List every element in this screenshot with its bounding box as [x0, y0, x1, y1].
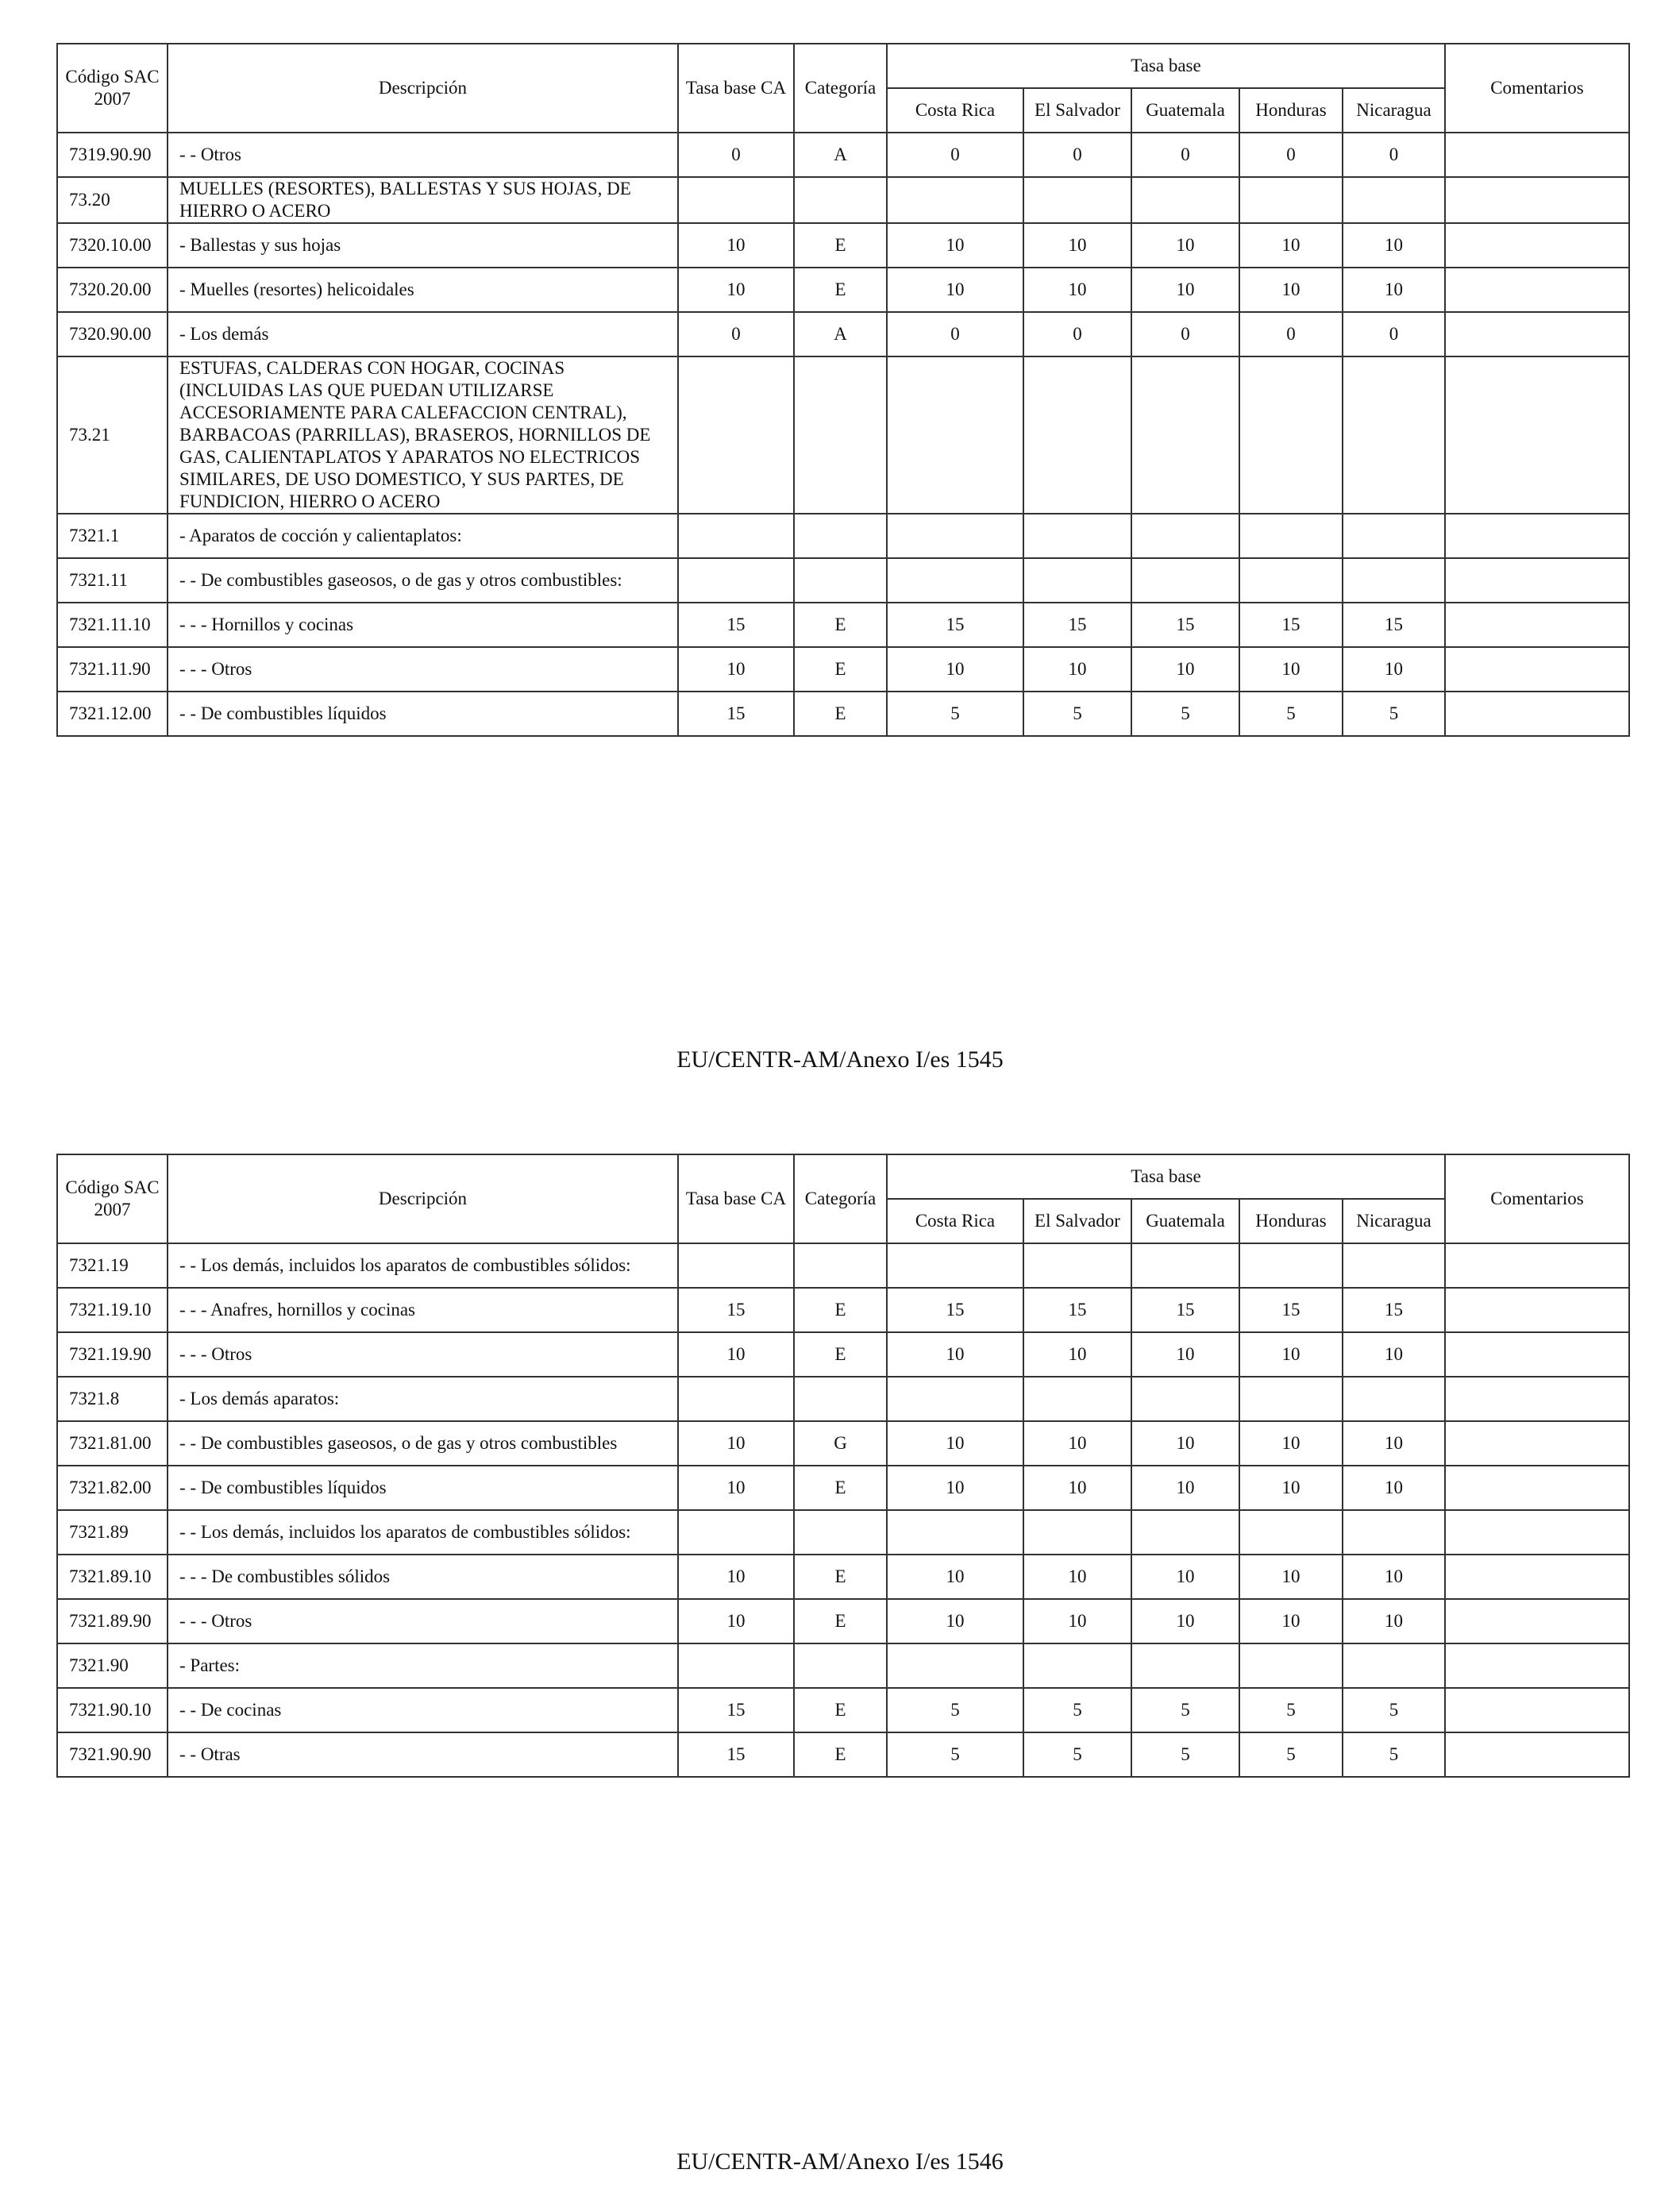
cell-costa-rica: [887, 177, 1023, 223]
cell-rate-ca: [678, 1643, 794, 1688]
cell-code: 7321.12.00: [57, 692, 168, 736]
header-comments: Comentarios: [1445, 44, 1629, 133]
header-costa-rica: Costa Rica: [887, 88, 1023, 133]
cell-el-salvador: [1023, 1243, 1131, 1288]
cell-rate-ca: [678, 514, 794, 558]
cell-code: 7320.90.00: [57, 312, 168, 356]
cell-costa-rica: [887, 1243, 1023, 1288]
cell-description: - Los demás: [168, 312, 678, 356]
tariff-table: [56, 1154, 1630, 1778]
cell-costa-rica: [887, 1643, 1023, 1688]
cell-guatemala: 10: [1131, 647, 1239, 692]
header-code: Código SAC 2007: [57, 1154, 168, 1243]
header-rate-ca: Tasa base CA: [678, 44, 794, 133]
cell-honduras: 5: [1239, 692, 1343, 736]
header-guatemala: Guatemala: [1131, 88, 1239, 133]
cell-guatemala: 10: [1131, 1599, 1239, 1643]
cell-guatemala: 10: [1131, 268, 1239, 312]
cell-nicaragua: 0: [1343, 133, 1445, 177]
cell-description: - - - Otros: [168, 647, 678, 692]
table-row: [57, 692, 1629, 736]
cell-costa-rica: 10: [887, 1466, 1023, 1510]
cell-el-salvador: [1023, 177, 1131, 223]
cell-honduras: [1239, 1377, 1343, 1421]
cell-code: 7321.90.90: [57, 1732, 168, 1777]
page-footer: EU/CENTR-AM/Anexo I/es 1546: [676, 2148, 1004, 2175]
cell-rate-ca: 10: [678, 223, 794, 268]
cell-comments: [1445, 514, 1629, 558]
header-code: Código SAC 2007: [57, 44, 168, 133]
cell-comments: [1445, 1421, 1629, 1466]
cell-comments: [1445, 1732, 1629, 1777]
cell-el-salvador: [1023, 356, 1131, 514]
cell-comments: [1445, 1555, 1629, 1599]
table-row: [57, 1288, 1629, 1332]
cell-code: 73.21: [57, 356, 168, 514]
cell-costa-rica: 15: [887, 1288, 1023, 1332]
cell-code: 7321.19.10: [57, 1288, 168, 1332]
cell-category: A: [794, 312, 887, 356]
cell-comments: [1445, 558, 1629, 603]
cell-category: [794, 1243, 887, 1288]
table-row: [57, 177, 1629, 223]
cell-description: - Muelles (resortes) helicoidales: [168, 268, 678, 312]
cell-rate-ca: [678, 356, 794, 514]
page-footer: EU/CENTR-AM/Anexo I/es 1545: [676, 1046, 1004, 1073]
cell-guatemala: 15: [1131, 603, 1239, 647]
cell-comments: [1445, 268, 1629, 312]
cell-costa-rica: 0: [887, 312, 1023, 356]
cell-el-salvador: 0: [1023, 133, 1131, 177]
table-row: [57, 223, 1629, 268]
cell-description: - - De combustibles gaseosos, o de gas y otros combustibles:: [168, 558, 678, 603]
cell-honduras: [1239, 1643, 1343, 1688]
header-category: Categoría: [794, 1154, 887, 1243]
cell-el-salvador: 10: [1023, 1599, 1131, 1643]
cell-costa-rica: 10: [887, 1599, 1023, 1643]
cell-description: - - Los demás, incluidos los aparatos de combustibles sólidos:: [168, 1510, 678, 1555]
cell-code: 7320.20.00: [57, 268, 168, 312]
cell-rate-ca: 10: [678, 1421, 794, 1466]
cell-comments: [1445, 1243, 1629, 1288]
cell-guatemala: 0: [1131, 312, 1239, 356]
table-row: [57, 356, 1629, 514]
cell-nicaragua: 10: [1343, 647, 1445, 692]
cell-el-salvador: 10: [1023, 1421, 1131, 1466]
cell-code: 7320.10.00: [57, 223, 168, 268]
cell-comments: [1445, 133, 1629, 177]
cell-comments: [1445, 603, 1629, 647]
cell-el-salvador: [1023, 1510, 1131, 1555]
cell-el-salvador: 10: [1023, 1466, 1131, 1510]
cell-honduras: 10: [1239, 647, 1343, 692]
cell-category: E: [794, 1288, 887, 1332]
cell-costa-rica: [887, 514, 1023, 558]
cell-costa-rica: [887, 1510, 1023, 1555]
cell-comments: [1445, 1688, 1629, 1732]
cell-honduras: 5: [1239, 1732, 1343, 1777]
cell-code: 7321.89.90: [57, 1599, 168, 1643]
cell-code: 7321.89.10: [57, 1555, 168, 1599]
cell-costa-rica: [887, 558, 1023, 603]
cell-el-salvador: [1023, 1377, 1131, 1421]
table-row: [57, 1510, 1629, 1555]
cell-honduras: 0: [1239, 133, 1343, 177]
cell-rate-ca: 10: [678, 1555, 794, 1599]
cell-guatemala: 5: [1131, 1732, 1239, 1777]
cell-nicaragua: [1343, 1510, 1445, 1555]
header-rate-ca: Tasa base CA: [678, 1154, 794, 1243]
cell-comments: [1445, 356, 1629, 514]
header-comments: Comentarios: [1445, 1154, 1629, 1243]
cell-comments: [1445, 312, 1629, 356]
cell-code: 7321.19.90: [57, 1332, 168, 1377]
cell-guatemala: [1131, 1377, 1239, 1421]
cell-honduras: 10: [1239, 1555, 1343, 1599]
cell-el-salvador: 10: [1023, 1555, 1131, 1599]
cell-category: G: [794, 1421, 887, 1466]
cell-nicaragua: 15: [1343, 603, 1445, 647]
cell-honduras: 10: [1239, 1332, 1343, 1377]
cell-costa-rica: 5: [887, 692, 1023, 736]
cell-guatemala: [1131, 558, 1239, 603]
cell-guatemala: 15: [1131, 1288, 1239, 1332]
cell-comments: [1445, 1510, 1629, 1555]
cell-rate-ca: 15: [678, 692, 794, 736]
cell-description: - Ballestas y sus hojas: [168, 223, 678, 268]
cell-comments: [1445, 692, 1629, 736]
cell-honduras: 5: [1239, 1688, 1343, 1732]
header-honduras: Honduras: [1239, 88, 1343, 133]
cell-comments: [1445, 1599, 1629, 1643]
cell-nicaragua: [1343, 356, 1445, 514]
header-description: Descripción: [168, 1154, 678, 1243]
cell-code: 7321.8: [57, 1377, 168, 1421]
cell-category: [794, 177, 887, 223]
cell-category: E: [794, 647, 887, 692]
tariff-table: [56, 43, 1630, 737]
cell-costa-rica: [887, 1377, 1023, 1421]
header-category: Categoría: [794, 44, 887, 133]
cell-costa-rica: 5: [887, 1732, 1023, 1777]
cell-comments: [1445, 1466, 1629, 1510]
cell-costa-rica: 10: [887, 1555, 1023, 1599]
cell-guatemala: [1131, 177, 1239, 223]
table-row: [57, 514, 1629, 558]
table-row: [57, 268, 1629, 312]
table-row: [57, 603, 1629, 647]
cell-honduras: 15: [1239, 603, 1343, 647]
cell-nicaragua: [1343, 1377, 1445, 1421]
cell-rate-ca: 10: [678, 1599, 794, 1643]
cell-description: ESTUFAS, CALDERAS CON HOGAR, COCINAS (INCLUIDAS LAS QUE PUEDAN UTILIZARSE ACCESORIAMENTE PARA CALEFACCION CENTRAL), BARBACOAS (PARRILLAS), BRASEROS, HORNILLOS DE GAS, CALIENTAPLATOS Y APARATOS NO ELECTRICOS SIMILARES, DE USO DOMESTICO, Y SUS PARTES, DE FUNDICION, HIERRO O ACERO: [168, 356, 678, 514]
cell-code: 7321.90.10: [57, 1688, 168, 1732]
cell-code: 7321.82.00: [57, 1466, 168, 1510]
cell-comments: [1445, 1643, 1629, 1688]
cell-code: 7321.11.90: [57, 647, 168, 692]
cell-honduras: [1239, 177, 1343, 223]
cell-costa-rica: [887, 356, 1023, 514]
cell-honduras: [1239, 558, 1343, 603]
cell-guatemala: 10: [1131, 1332, 1239, 1377]
cell-description: - - - De combustibles sólidos: [168, 1555, 678, 1599]
header-nicaragua: Nicaragua: [1343, 88, 1445, 133]
cell-category: E: [794, 268, 887, 312]
header-el-salvador: El Salvador: [1023, 88, 1131, 133]
table-row: [57, 133, 1629, 177]
cell-honduras: 10: [1239, 1599, 1343, 1643]
cell-guatemala: [1131, 1243, 1239, 1288]
cell-costa-rica: 10: [887, 223, 1023, 268]
cell-costa-rica: 10: [887, 647, 1023, 692]
cell-description: - Los demás aparatos:: [168, 1377, 678, 1421]
cell-category: E: [794, 1732, 887, 1777]
cell-nicaragua: [1343, 177, 1445, 223]
cell-el-salvador: 15: [1023, 1288, 1131, 1332]
cell-description: - - De cocinas: [168, 1688, 678, 1732]
cell-code: 7319.90.90: [57, 133, 168, 177]
header-nicaragua: Nicaragua: [1343, 1199, 1445, 1243]
cell-nicaragua: 10: [1343, 1466, 1445, 1510]
cell-category: E: [794, 1599, 887, 1643]
cell-honduras: [1239, 356, 1343, 514]
cell-rate-ca: 15: [678, 1288, 794, 1332]
cell-costa-rica: 10: [887, 1421, 1023, 1466]
cell-rate-ca: [678, 558, 794, 603]
cell-honduras: 10: [1239, 223, 1343, 268]
cell-code: 7321.11: [57, 558, 168, 603]
cell-nicaragua: 10: [1343, 268, 1445, 312]
cell-category: [794, 1377, 887, 1421]
header-honduras: Honduras: [1239, 1199, 1343, 1243]
cell-category: E: [794, 1688, 887, 1732]
cell-comments: [1445, 177, 1629, 223]
cell-comments: [1445, 1288, 1629, 1332]
table-row: [57, 558, 1629, 603]
cell-rate-ca: [678, 1243, 794, 1288]
cell-description: - - - Hornillos y cocinas: [168, 603, 678, 647]
cell-description: - - De combustibles líquidos: [168, 692, 678, 736]
cell-description: - - De combustibles gaseosos, o de gas y otros combustibles: [168, 1421, 678, 1466]
cell-nicaragua: 10: [1343, 1421, 1445, 1466]
cell-comments: [1445, 647, 1629, 692]
header-el-salvador: El Salvador: [1023, 1199, 1131, 1243]
table-row: [57, 647, 1629, 692]
cell-el-salvador: 5: [1023, 1732, 1131, 1777]
cell-el-salvador: [1023, 558, 1131, 603]
cell-guatemala: [1131, 356, 1239, 514]
cell-code: 7321.1: [57, 514, 168, 558]
cell-description: MUELLES (RESORTES), BALLESTAS Y SUS HOJAS, DE HIERRO O ACERO: [168, 177, 678, 223]
cell-honduras: 10: [1239, 1466, 1343, 1510]
cell-description: - - - Otros: [168, 1332, 678, 1377]
table-row: [57, 1466, 1629, 1510]
cell-category: E: [794, 603, 887, 647]
cell-description: - - Otros: [168, 133, 678, 177]
cell-category: [794, 356, 887, 514]
cell-el-salvador: 10: [1023, 268, 1131, 312]
cell-nicaragua: 0: [1343, 312, 1445, 356]
cell-category: [794, 558, 887, 603]
cell-nicaragua: [1343, 1643, 1445, 1688]
cell-el-salvador: 10: [1023, 223, 1131, 268]
cell-guatemala: 5: [1131, 1688, 1239, 1732]
cell-guatemala: [1131, 514, 1239, 558]
cell-el-salvador: 0: [1023, 312, 1131, 356]
cell-rate-ca: [678, 177, 794, 223]
table-row: [57, 1732, 1629, 1777]
cell-el-salvador: [1023, 1643, 1131, 1688]
table-row: [57, 1377, 1629, 1421]
cell-costa-rica: 10: [887, 1332, 1023, 1377]
cell-category: E: [794, 1555, 887, 1599]
cell-nicaragua: 10: [1343, 1332, 1445, 1377]
cell-description: - Aparatos de cocción y calientaplatos:: [168, 514, 678, 558]
cell-guatemala: 0: [1131, 133, 1239, 177]
cell-rate-ca: 0: [678, 312, 794, 356]
cell-costa-rica: 15: [887, 603, 1023, 647]
cell-el-salvador: 10: [1023, 647, 1131, 692]
cell-el-salvador: 5: [1023, 692, 1131, 736]
cell-comments: [1445, 1332, 1629, 1377]
cell-rate-ca: 15: [678, 1688, 794, 1732]
cell-code: 7321.81.00: [57, 1421, 168, 1466]
cell-nicaragua: 5: [1343, 1688, 1445, 1732]
cell-comments: [1445, 223, 1629, 268]
cell-nicaragua: 5: [1343, 692, 1445, 736]
cell-el-salvador: 5: [1023, 1688, 1131, 1732]
cell-category: E: [794, 692, 887, 736]
cell-description: - - - Otros: [168, 1599, 678, 1643]
cell-rate-ca: [678, 1510, 794, 1555]
cell-code: 7321.11.10: [57, 603, 168, 647]
header-rate-group: Tasa base: [887, 44, 1445, 88]
cell-category: E: [794, 1332, 887, 1377]
cell-category: E: [794, 1466, 887, 1510]
cell-rate-ca: 10: [678, 1332, 794, 1377]
table-row: [57, 1332, 1629, 1377]
cell-honduras: [1239, 514, 1343, 558]
cell-honduras: 10: [1239, 268, 1343, 312]
cell-el-salvador: 15: [1023, 603, 1131, 647]
table-row: [57, 312, 1629, 356]
cell-code: 7321.90: [57, 1643, 168, 1688]
header-description: Descripción: [168, 44, 678, 133]
header-guatemala: Guatemala: [1131, 1199, 1239, 1243]
cell-guatemala: [1131, 1643, 1239, 1688]
cell-el-salvador: [1023, 514, 1131, 558]
cell-rate-ca: 15: [678, 1732, 794, 1777]
cell-rate-ca: [678, 1377, 794, 1421]
cell-honduras: 10: [1239, 1421, 1343, 1466]
table-row: [57, 1599, 1629, 1643]
cell-honduras: 0: [1239, 312, 1343, 356]
cell-category: [794, 1643, 887, 1688]
cell-description: - - Otras: [168, 1732, 678, 1777]
cell-nicaragua: [1343, 558, 1445, 603]
cell-guatemala: 10: [1131, 1466, 1239, 1510]
cell-nicaragua: [1343, 1243, 1445, 1288]
cell-nicaragua: [1343, 514, 1445, 558]
table-row: [57, 1643, 1629, 1688]
cell-guatemala: 10: [1131, 223, 1239, 268]
cell-description: - - De combustibles líquidos: [168, 1466, 678, 1510]
cell-comments: [1445, 1377, 1629, 1421]
cell-guatemala: 10: [1131, 1555, 1239, 1599]
cell-rate-ca: 15: [678, 603, 794, 647]
cell-rate-ca: 0: [678, 133, 794, 177]
cell-description: - Partes:: [168, 1643, 678, 1688]
cell-guatemala: [1131, 1510, 1239, 1555]
cell-costa-rica: 5: [887, 1688, 1023, 1732]
cell-rate-ca: 10: [678, 268, 794, 312]
table-row: [57, 1555, 1629, 1599]
header-costa-rica: Costa Rica: [887, 1199, 1023, 1243]
cell-honduras: 15: [1239, 1288, 1343, 1332]
cell-nicaragua: 10: [1343, 223, 1445, 268]
tariff-table-page-1: [56, 43, 1628, 737]
cell-honduras: [1239, 1243, 1343, 1288]
cell-honduras: [1239, 1510, 1343, 1555]
table-row: [57, 1688, 1629, 1732]
cell-guatemala: 5: [1131, 692, 1239, 736]
cell-nicaragua: 10: [1343, 1599, 1445, 1643]
table-row: [57, 1243, 1629, 1288]
cell-guatemala: 10: [1131, 1421, 1239, 1466]
cell-category: [794, 514, 887, 558]
cell-category: [794, 1510, 887, 1555]
tariff-table-page-2: [56, 1154, 1628, 1778]
cell-rate-ca: 10: [678, 1466, 794, 1510]
cell-nicaragua: 10: [1343, 1555, 1445, 1599]
cell-nicaragua: 15: [1343, 1288, 1445, 1332]
cell-nicaragua: 5: [1343, 1732, 1445, 1777]
cell-code: 7321.19: [57, 1243, 168, 1288]
cell-code: 73.20: [57, 177, 168, 223]
cell-category: E: [794, 223, 887, 268]
cell-el-salvador: 10: [1023, 1332, 1131, 1377]
cell-description: - - Los demás, incluidos los aparatos de combustibles sólidos:: [168, 1243, 678, 1288]
cell-costa-rica: 0: [887, 133, 1023, 177]
cell-code: 7321.89: [57, 1510, 168, 1555]
table-row: [57, 1421, 1629, 1466]
cell-description: - - - Anafres, hornillos y cocinas: [168, 1288, 678, 1332]
header-rate-group: Tasa base: [887, 1154, 1445, 1199]
cell-costa-rica: 10: [887, 268, 1023, 312]
cell-category: A: [794, 133, 887, 177]
cell-rate-ca: 10: [678, 647, 794, 692]
